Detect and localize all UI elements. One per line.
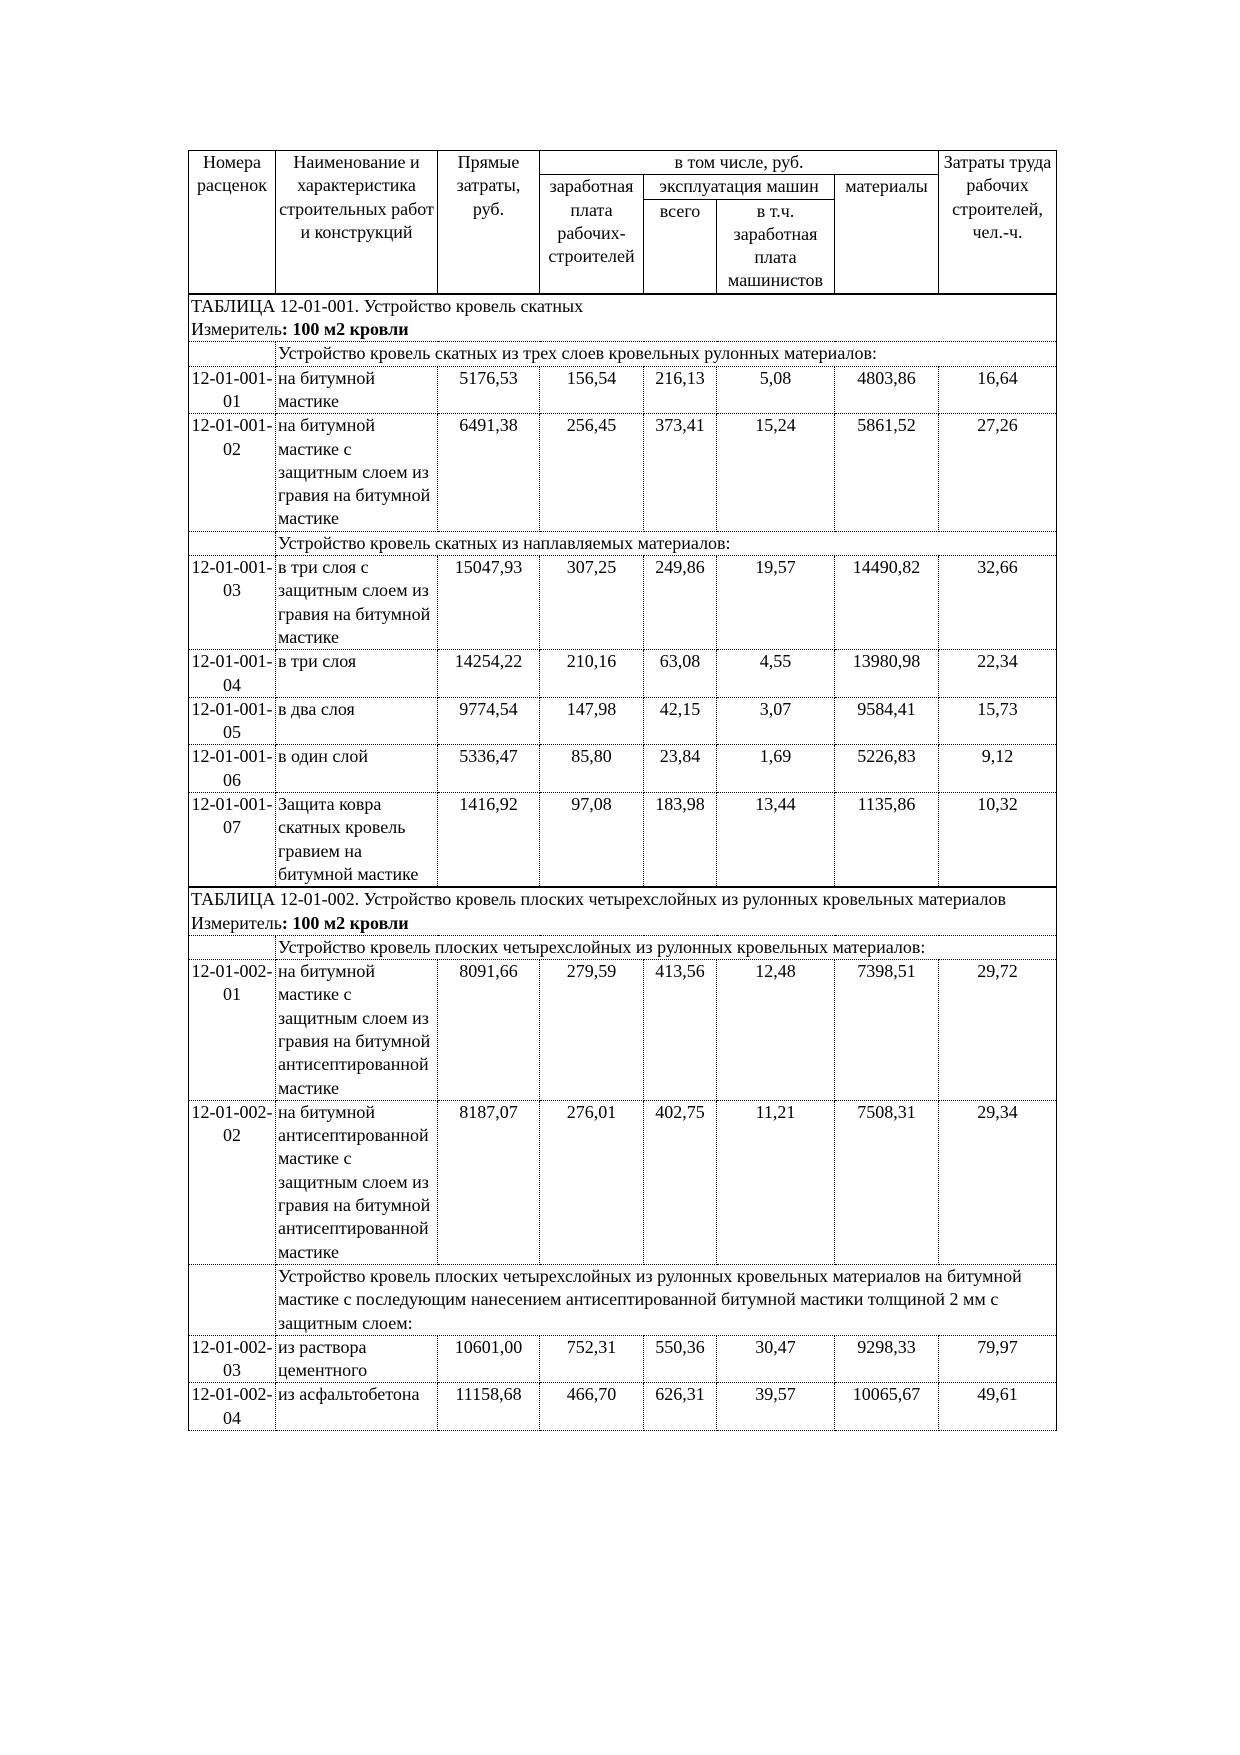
direct-costs: 5176,53 [438,366,540,414]
worker-wage: 466,70 [540,1383,644,1431]
subsection-spacer [189,935,276,959]
rates-table [188,150,1057,1431]
table-row [189,414,1057,531]
work-name: в три слоя [276,650,438,698]
measure-row [189,912,1057,936]
direct-costs: 9774,54 [438,697,540,745]
machine-wage: 5,08 [717,366,835,414]
worker-wage: 279,59 [540,960,644,1101]
table-row [189,556,1057,650]
rate-code: 12-01-001-04 [189,650,276,698]
worker-wage: 156,54 [540,366,644,414]
table-row [189,745,1057,793]
subsection-title: Устройство кровель скатных из трех слоев кровельных рулонных материалов: [276,342,1057,366]
measure-value: : 100 м2 кровли [281,912,409,933]
table-row [189,960,1057,1101]
subsection-row [189,531,1057,555]
subsection-spacer [189,531,276,555]
worker-wage: 210,16 [540,650,644,698]
materials-cost: 7508,31 [835,1100,939,1264]
labor-hours: 27,26 [939,414,1057,531]
machine-wage: 12,48 [717,960,835,1101]
labor-hours: 29,34 [939,1100,1057,1264]
materials-cost: 4803,86 [835,366,939,414]
direct-costs: 5336,47 [438,745,540,793]
labor-hours: 32,66 [939,556,1057,650]
measure-label: Измеритель [191,319,282,340]
labor-hours: 49,61 [939,1383,1057,1431]
direct-costs: 8187,07 [438,1100,540,1264]
direct-costs: 15047,93 [438,556,540,650]
worker-wage: 147,98 [540,697,644,745]
work-name: Защита ковра скатных кровель гравием на битумной мастике [276,793,438,888]
rate-code: 12-01-001-05 [189,697,276,745]
materials-cost: 9584,41 [835,697,939,745]
section-title: ТАБЛИЦА 12-01-002. Устройство кровель плоских четырехслойных из рулонных кровельных материалов [189,887,1057,911]
rate-code: 12-01-001-06 [189,745,276,793]
table-row [189,793,1057,888]
worker-wage: 307,25 [540,556,644,650]
materials-cost: 13980,98 [835,650,939,698]
table-row [189,697,1057,745]
machine-total: 63,08 [644,650,717,698]
subsection-title: Устройство кровель скатных из наплавляемых материалов: [276,531,1057,555]
measure-row [189,318,1057,342]
section-title: ТАБЛИЦА 12-01-001. Устройство кровель скатных [189,294,1057,318]
labor-hours: 10,32 [939,793,1057,888]
worker-wage: 276,01 [540,1100,644,1264]
direct-costs: 10601,00 [438,1335,540,1383]
table-row [189,1335,1057,1383]
worker-wage: 85,80 [540,745,644,793]
rate-code: 12-01-002-02 [189,1100,276,1264]
machine-total: 23,84 [644,745,717,793]
machine-wage: 15,24 [717,414,835,531]
header-machines-wage: в т.ч. заработная плата машинистов [717,199,835,294]
measure-cell [189,912,1057,936]
machine-total: 626,31 [644,1383,717,1431]
section-title-row [189,294,1057,318]
table-body [189,294,1057,1431]
machine-wage: 1,69 [717,745,835,793]
work-name: из асфальтобетона [276,1383,438,1431]
measure-label: Измеритель [191,912,282,933]
machine-total: 249,86 [644,556,717,650]
measure-cell [189,318,1057,342]
labor-hours: 22,34 [939,650,1057,698]
work-name: из раствора цементного [276,1335,438,1383]
header-including: в том числе, руб. [540,151,939,175]
header-name: Наименование и характеристика строительных работ и конструкций [276,151,438,294]
materials-cost: 9298,33 [835,1335,939,1383]
machine-total: 402,75 [644,1100,717,1264]
rate-code: 12-01-001-01 [189,366,276,414]
materials-cost: 5226,83 [835,745,939,793]
labor-hours: 15,73 [939,697,1057,745]
materials-cost: 10065,67 [835,1383,939,1431]
rate-code: 12-01-002-04 [189,1383,276,1431]
rate-code: 12-01-001-03 [189,556,276,650]
subsection-row [189,1264,1057,1335]
machine-wage: 11,21 [717,1100,835,1264]
header-machines: эксплуатация машин [644,175,835,199]
labor-hours: 29,72 [939,960,1057,1101]
worker-wage: 752,31 [540,1335,644,1383]
machine-total: 373,41 [644,414,717,531]
materials-cost: 5861,52 [835,414,939,531]
rate-code: 12-01-002-03 [189,1335,276,1383]
subsection-title: Устройство кровель плоских четырехслойных из рулонных кровельных материалов на битумной мастике с последующим нанесением антисептированной битумной мастики толщиной 2 мм с защитным слоем: [276,1264,1057,1335]
header-materials: материалы [835,175,939,294]
rate-code: 12-01-002-01 [189,960,276,1101]
work-name: на битумной антисептированной мастике с защитным слоем из гравия на битумной антисептированной мастике [276,1100,438,1264]
work-name: в один слой [276,745,438,793]
machine-total: 550,36 [644,1335,717,1383]
rate-code: 12-01-001-02 [189,414,276,531]
machine-total: 216,13 [644,366,717,414]
direct-costs: 1416,92 [438,793,540,888]
header-wage: заработная плата рабочих-строителей [540,175,644,294]
machine-total: 42,15 [644,697,717,745]
direct-costs: 14254,22 [438,650,540,698]
table-row [189,650,1057,698]
machine-wage: 3,07 [717,697,835,745]
section-title-row [189,887,1057,911]
table-row [189,1100,1057,1264]
table-row [189,366,1057,414]
machine-wage: 39,57 [717,1383,835,1431]
direct-costs: 11158,68 [438,1383,540,1431]
subsection-row [189,342,1057,366]
labor-hours: 79,97 [939,1335,1057,1383]
labor-hours: 16,64 [939,366,1057,414]
subsection-title: Устройство кровель плоских четырехслойных из рулонных кровельных материалов: [276,935,1057,959]
materials-cost: 7398,51 [835,960,939,1101]
machine-total: 183,98 [644,793,717,888]
direct-costs: 6491,38 [438,414,540,531]
worker-wage: 256,45 [540,414,644,531]
measure-value: : 100 м2 кровли [281,319,409,340]
subsection-spacer [189,342,276,366]
work-name: на битумной мастике с защитным слоем из гравия на битумной мастике [276,414,438,531]
materials-cost: 14490,82 [835,556,939,650]
work-name: в три слоя с защитным слоем из гравия на битумной мастике [276,556,438,650]
subsection-spacer [189,1264,276,1335]
work-name: на битумной мастике с защитным слоем из гравия на битумной антисептированной мастике [276,960,438,1101]
work-name: на битумной мастике [276,366,438,414]
materials-cost: 1135,86 [835,793,939,888]
header-labor: Затраты труда рабочих строителей, чел.-ч. [939,151,1057,294]
direct-costs: 8091,66 [438,960,540,1101]
rate-code: 12-01-001-07 [189,793,276,888]
machine-wage: 4,55 [717,650,835,698]
machine-wage: 19,57 [717,556,835,650]
machine-wage: 13,44 [717,793,835,888]
machine-wage: 30,47 [717,1335,835,1383]
header-codes: Номера расценок [189,151,276,294]
table-row [189,1383,1057,1431]
header-machines-total: всего [644,199,717,294]
subsection-row [189,935,1057,959]
header-direct-costs: Прямые затраты, руб. [438,151,540,294]
worker-wage: 97,08 [540,793,644,888]
labor-hours: 9,12 [939,745,1057,793]
work-name: в два слоя [276,697,438,745]
machine-total: 413,56 [644,960,717,1101]
